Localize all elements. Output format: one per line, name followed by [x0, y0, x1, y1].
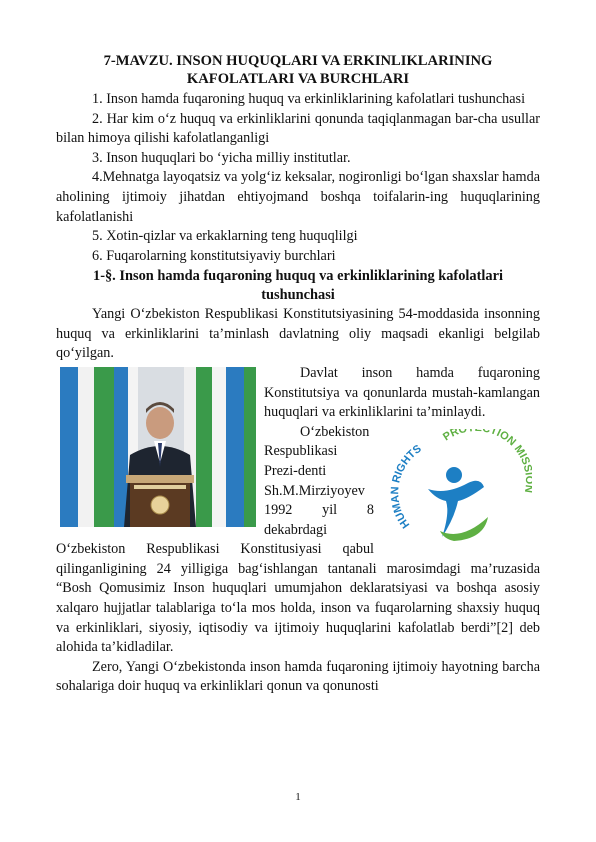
page-number: 1: [295, 791, 301, 803]
outline-item-5: 5. Xotin-qizlar va erkaklarning teng huquqlilgi: [92, 228, 358, 245]
paragraph-4: Zero, Yangi O‘zbekistonda inson hamda fuqaroning ijtimoiy hayotning barcha sohalariga doir huquq va erkinliklari qonun va qonunosti: [56, 658, 540, 695]
svg-text:PROTECTION MISSION: PRO CTION MIS: [441, 428, 532, 467]
outline-item-4: 4.Mehnatga layoqatsiz va yolg‘iz keksalar, nogironligi bo‘lgan shaxslar hamda aholining ijtimoiy jihatdan ehtiyojmand boshqa toifalarin-ing huquqlarining kafolatlanishi: [56, 169, 540, 225]
human-rights-logo: [384, 429, 532, 549]
flags-right-image: [184, 367, 256, 527]
chapter-title-line-2: KAFOLATLARI VA BURCHLARI: [186, 71, 410, 87]
section-title-line-2: tushunchasi: [261, 286, 335, 303]
svg-text:HUMAN RIGHTS: HUMAN RIGHTS: [389, 442, 424, 531]
logo-head: [446, 467, 462, 483]
chapter-title: [56, 52, 540, 88]
paragraph-3: O‘zbekiston Respublikasi Prezi-denti Sh.M.Mirziyoyev 1992 yil 8 dekabrdagi O‘zbekiston Respublikasi Konstitusiyasi qabul qilinganligining 24 yilligiga bag‘ishlangan tantanali marosimdagi ma’ruzasida “Bosh Qomusimiz Inson huquqlari umumjahon deklaratsiyasi va boshqa asosiy xalqaro hujjatlar talablariga to‘la mos holda, inson va fuqarolarning shaxsiy huquq va erkinliklari, siyosiy, iqtisodiy va ijtimoiy huquqlarini kafolatlab berdi”[2] deb alohida ta’kidladilar.: [56, 423, 540, 656]
paragraph-2: Davlat inson hamda fuqaroning Konstitutsiya va qonunlarda mustah-kamlangan huquqlari va erkinliklarini ta’minlaydi.: [264, 364, 540, 421]
outline-item-1: 1. Inson hamda fuqaroning huquq va erkinliklarining kafolatlari tushunchasi: [92, 91, 526, 107]
chapter-title-line-1: 7-MAVZU. INSON HUQUQLARI VA ERKINLIKLARINING: [103, 53, 493, 69]
section-title-line-1: 1-§. Inson hamda fuqaroning huquq va erkinliklarining kafolatlari: [93, 268, 503, 285]
outline-item-3: 3. Inson huquqlari bo ‘yicha milliy institutlar.: [92, 149, 351, 166]
president-photo: [60, 367, 256, 527]
section-title: [56, 267, 540, 304]
page-body: [56, 52, 540, 697]
paragraph-1: Yangi O‘zbekiston Respublikasi Konstitutsiyasining 54-moddasida insonning huquq va erkinliklarini ta’minlash davlatning oliy maqsadi ekanligi belgilab qo‘yilgan.: [56, 306, 540, 362]
podium: [126, 475, 194, 527]
outline-item-6: 6. Fuqarolarning konstitutsiyaviy burchlari: [92, 247, 336, 264]
outline-item-2: 2. Har kim o‘z huquq va erkinliklarini qonunda taqiqlanmagan bar-cha usullar bilan himoya qilishi kafolatlanganligi: [56, 110, 540, 147]
